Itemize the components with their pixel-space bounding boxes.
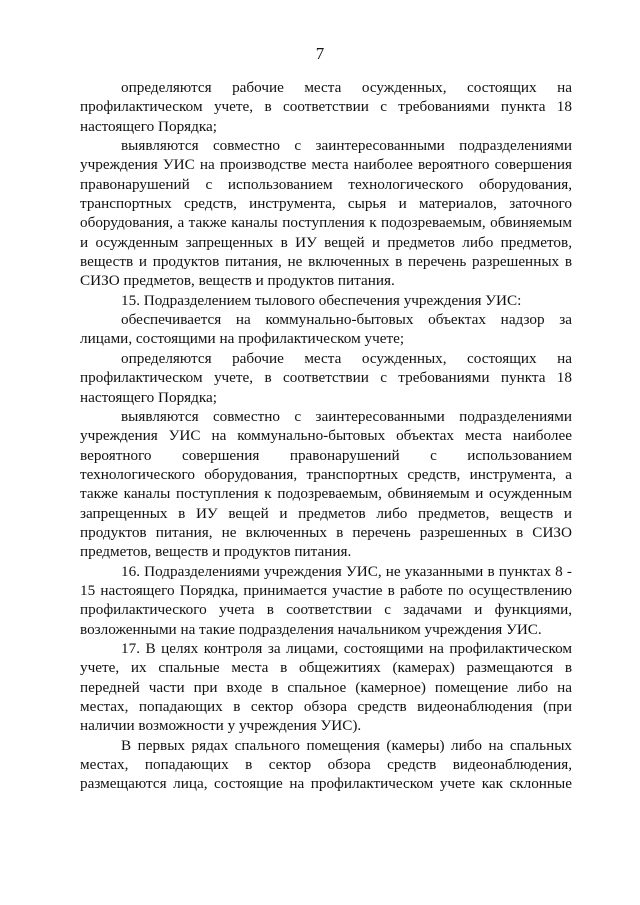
paragraph-household-risks: выявляются совместно с заинтересованными подразделениями учреждения УИС на коммунально-бытовых объектах места наиболее вероятного совершения правонарушений с использованием технологического оборудования, транспортных средств, инструмента, а также каналы поступления к подозреваемым, обвиняемым и осужденным запрещенных в ИУ вещей и предметов либо предметов, веществ и продуктов питания, не включенных в перечень разрешенных в СИЗО предметов, веществ и продуктов питания. — [80, 407, 572, 561]
paragraph-sleeping-places: В первых рядах спального помещения (камеры) либо на спальных местах, попадающих в сектор обзора средств видеонаблюдения, размещаются лица, состоящие на профилактическом учете как склонные — [80, 736, 572, 793]
paragraph-work-places-1: определяются рабочие места осужденных, состоящих на профилактическом учете, в соответствии с требованиями пункта 18 настоящего Порядка; — [80, 79, 572, 135]
document-body — [80, 78, 572, 794]
paragraph-item-16: 16. Подразделениями учреждения УИС, не указанными в пунктах 8 - 15 настоящего Порядка, принимается участие в работе по осуществлению профилактического учета в соответствии с задачами и функциями, возложенными на такие подразделения начальником учреждения УИС. — [80, 562, 572, 638]
page-number: 7 — [315, 44, 325, 63]
paragraph-production-risks: выявляются совместно с заинтересованными подразделениями учреждения УИС на производстве места наиболее вероятного совершения правонарушений с использованием технологического оборудования, транспортных средств, инструмента, сырья и материалов, заточного оборудования, а также каналы поступления к подозреваемым, обвиняемым и осужденным запрещенных в ИУ вещей и предметов либо предметов, веществ и продуктов питания, не включенных в перечень разрешенных в СИЗО предметов, веществ и продуктов питания. — [80, 137, 572, 290]
paragraph-work-places-2: определяются рабочие места осужденных, состоящих на профилактическом учете, в соответствии с требованиями пункта 18 настоящего Порядка; — [80, 349, 572, 406]
paragraph-item-17: 17. В целях контроля за лицами, состоящими на профилактическом учете, их спальные места в общежитиях (камерах) размещаются в передней части при входе в спальное (камерное) помещение либо на местах, попадающих в сектор обзора средств видеонаблюдения (при наличии возможности у учреждения УИС). — [80, 639, 572, 735]
paragraph-supervision: обеспечивается на коммунально-бытовых объектах надзор за лицами, состоящими на профилактическом учете; — [80, 311, 572, 348]
paragraph-item-15-heading: 15. Подразделением тылового обеспечения учреждения УИС: — [121, 291, 522, 309]
